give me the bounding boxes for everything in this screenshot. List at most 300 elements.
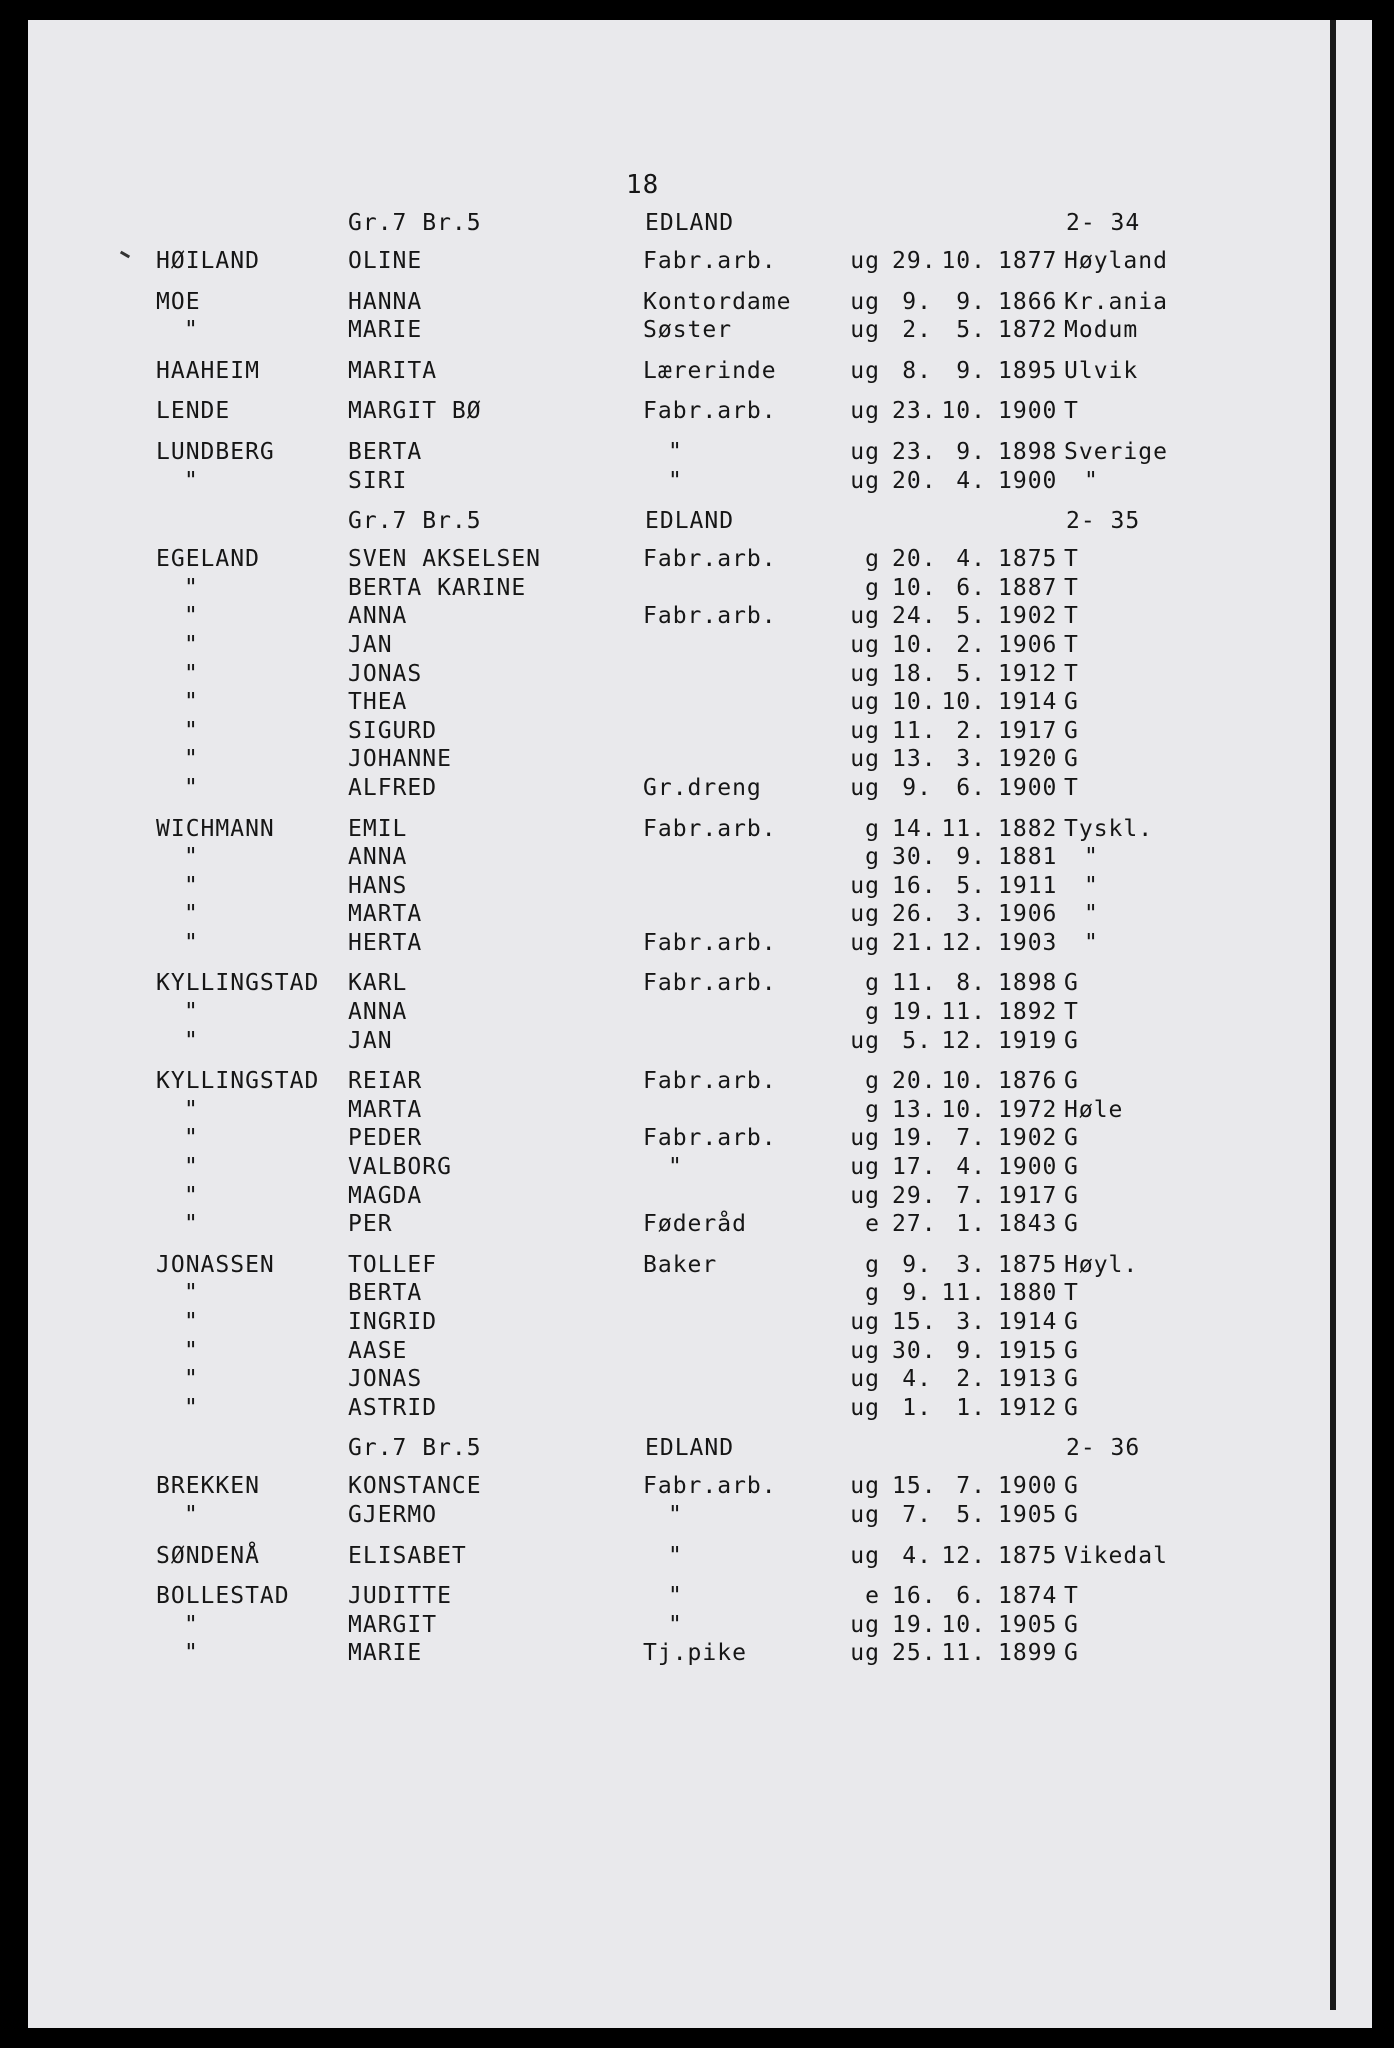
birth-day: 23. bbox=[892, 438, 937, 465]
birth-year: 1906 bbox=[998, 901, 1058, 928]
birth-year: 1972 bbox=[998, 1096, 1058, 1123]
occupation: Tj.pike bbox=[643, 1640, 747, 1667]
birth-year: 1917 bbox=[998, 717, 1058, 744]
occupation: Fabr.arb. bbox=[643, 1068, 777, 1095]
birth-place: T bbox=[1064, 574, 1079, 601]
occupation: Fabr.arb. bbox=[643, 248, 777, 274]
marital-status: g bbox=[865, 815, 880, 842]
birth-year: 1915 bbox=[998, 1337, 1058, 1364]
first-name: BERTA bbox=[348, 1280, 423, 1307]
birth-month: 8. bbox=[956, 970, 986, 997]
surname: KYLLINGSTAD bbox=[156, 970, 320, 997]
birth-day: 26. bbox=[892, 901, 937, 928]
first-name: JUDITTE bbox=[348, 1583, 452, 1610]
birth-year: 1911 bbox=[998, 872, 1058, 899]
first-name: MARTA bbox=[348, 1096, 423, 1123]
surname: " bbox=[184, 1366, 199, 1393]
birth-month: 10. bbox=[941, 1068, 986, 1095]
occupation: Føderåd bbox=[643, 1211, 747, 1238]
birth-day: 24. bbox=[892, 603, 937, 630]
birth-year: 1920 bbox=[998, 746, 1058, 773]
occupation: Søster bbox=[643, 317, 733, 344]
birth-year: 1902 bbox=[998, 1125, 1058, 1152]
birth-month: 3. bbox=[956, 901, 986, 928]
birth-place: " bbox=[1084, 929, 1099, 956]
birth-place: G bbox=[1064, 970, 1079, 997]
marital-status: ug bbox=[850, 631, 880, 658]
occupation: " bbox=[668, 438, 683, 465]
birth-place: G bbox=[1064, 1068, 1079, 1095]
marital-status: ug bbox=[850, 1309, 880, 1335]
birth-place: G bbox=[1064, 1154, 1079, 1181]
occupation: Fabr.arb. bbox=[643, 398, 777, 425]
birth-place: T bbox=[1064, 546, 1079, 573]
marital-status: e bbox=[865, 1583, 880, 1610]
spacer bbox=[28, 958, 1372, 970]
surname: SØNDENÅ bbox=[156, 1542, 260, 1569]
person-row bbox=[28, 1583, 1372, 1612]
birth-day: 20. bbox=[892, 1068, 937, 1095]
birth-place: Høle bbox=[1064, 1096, 1124, 1123]
birth-year: 1880 bbox=[998, 1280, 1058, 1307]
birth-month: 6. bbox=[956, 1583, 986, 1610]
marital-status: ug bbox=[850, 317, 880, 344]
birth-month: 1. bbox=[956, 1211, 986, 1238]
header-place: EDLAND bbox=[645, 508, 735, 535]
birth-month: 6. bbox=[956, 574, 986, 601]
birth-day: 20. bbox=[892, 467, 937, 494]
birth-day: 30. bbox=[892, 844, 937, 871]
birth-day: 10. bbox=[892, 631, 937, 658]
birth-place: G bbox=[1064, 1611, 1079, 1638]
census-page bbox=[28, 20, 1372, 2028]
person-row bbox=[28, 746, 1372, 775]
birth-place: Modum bbox=[1064, 317, 1139, 344]
occupation: " bbox=[668, 1154, 683, 1181]
first-name: OLINE bbox=[348, 248, 423, 274]
marital-status: ug bbox=[850, 1611, 880, 1638]
birth-day: 29. bbox=[892, 248, 937, 274]
occupation: Fabr.arb. bbox=[643, 603, 777, 630]
birth-day: 14. bbox=[892, 815, 937, 842]
birth-year: 1875 bbox=[998, 1542, 1058, 1569]
birth-month: 4. bbox=[956, 1154, 986, 1181]
birth-year: 1919 bbox=[998, 1027, 1058, 1054]
occupation: Fabr.arb. bbox=[643, 970, 777, 997]
surname: " bbox=[184, 844, 199, 871]
birth-year: 1875 bbox=[998, 546, 1058, 573]
marital-status: ug bbox=[850, 357, 880, 384]
person-row bbox=[28, 1068, 1372, 1097]
occupation: " bbox=[668, 1542, 683, 1569]
surname: BOLLESTAD bbox=[156, 1583, 290, 1610]
birth-place: Ulvik bbox=[1064, 357, 1139, 384]
first-name: KONSTANCE bbox=[348, 1473, 482, 1500]
first-name: PER bbox=[348, 1211, 393, 1238]
birth-month: 3. bbox=[956, 1309, 986, 1335]
spacer bbox=[28, 277, 1372, 289]
birth-month: 9. bbox=[956, 844, 986, 871]
birth-month: 3. bbox=[956, 1251, 986, 1278]
birth-place: " bbox=[1084, 872, 1099, 899]
surname: " bbox=[184, 1182, 199, 1209]
birth-place: T bbox=[1064, 1583, 1079, 1610]
birth-month: 10. bbox=[941, 689, 986, 716]
birth-year: 1905 bbox=[998, 1611, 1058, 1638]
first-name: MARTA bbox=[348, 901, 423, 928]
marital-status: g bbox=[865, 1280, 880, 1307]
birth-year: 1895 bbox=[998, 357, 1058, 384]
first-name: BERTA KARINE bbox=[348, 574, 527, 601]
occupation: Kontordame bbox=[643, 288, 792, 315]
spacer bbox=[28, 1464, 1372, 1473]
person-row bbox=[28, 1473, 1372, 1502]
person-row bbox=[28, 1125, 1372, 1154]
marital-status: ug bbox=[850, 1640, 880, 1667]
birth-day: 16. bbox=[892, 1583, 937, 1610]
birth-month: 5. bbox=[956, 872, 986, 899]
birth-year: 1906 bbox=[998, 631, 1058, 658]
marital-status: ug bbox=[850, 746, 880, 773]
birth-day: 16. bbox=[892, 872, 937, 899]
surname: " bbox=[184, 660, 199, 687]
birth-place: Tyskl. bbox=[1064, 815, 1154, 842]
first-name: JONAS bbox=[348, 1366, 423, 1393]
first-name: HANS bbox=[348, 872, 408, 899]
person-row bbox=[28, 1640, 1372, 1669]
birth-place: G bbox=[1064, 1027, 1079, 1054]
surname: EGELAND bbox=[156, 546, 260, 573]
birth-day: 8. bbox=[902, 357, 932, 384]
person-row bbox=[28, 632, 1372, 661]
first-name: MARIE bbox=[348, 1640, 423, 1667]
person-row bbox=[28, 1280, 1372, 1309]
surname: " bbox=[184, 1640, 199, 1667]
first-name: JAN bbox=[348, 1027, 393, 1054]
birth-month: 3. bbox=[956, 746, 986, 773]
marital-status: ug bbox=[850, 1154, 880, 1181]
person-row bbox=[28, 689, 1372, 718]
surname: " bbox=[184, 689, 199, 716]
marital-status: ug bbox=[850, 248, 880, 274]
spacer bbox=[28, 1531, 1372, 1543]
marital-status: g bbox=[865, 546, 880, 573]
birth-month: 2. bbox=[956, 717, 986, 744]
birth-place: Sverige bbox=[1064, 438, 1168, 465]
page-edge bbox=[1330, 20, 1336, 2010]
birth-day: 10. bbox=[892, 689, 937, 716]
marital-status: ug bbox=[850, 1473, 880, 1500]
person-row bbox=[28, 873, 1372, 902]
birth-day: 4. bbox=[902, 1542, 932, 1569]
birth-day: 29. bbox=[892, 1182, 937, 1209]
birth-day: 15. bbox=[892, 1309, 937, 1335]
marital-status: ug bbox=[850, 467, 880, 494]
first-name: SIRI bbox=[348, 467, 408, 494]
marital-status: ug bbox=[850, 1182, 880, 1209]
birth-day: 9. bbox=[902, 774, 932, 801]
birth-year: 1913 bbox=[998, 1366, 1058, 1393]
first-name: BERTA bbox=[348, 438, 423, 465]
first-name: EMIL bbox=[348, 815, 408, 842]
birth-day: 13. bbox=[892, 746, 937, 773]
surname: " bbox=[184, 631, 199, 658]
first-name: PEDER bbox=[348, 1125, 423, 1152]
section-header bbox=[28, 210, 1372, 239]
surname: " bbox=[184, 1096, 199, 1123]
birth-month: 4. bbox=[956, 467, 986, 494]
person-row bbox=[28, 1502, 1372, 1531]
surname: " bbox=[184, 603, 199, 630]
birth-month: 10. bbox=[941, 248, 986, 274]
surname: LENDE bbox=[156, 398, 231, 425]
person-row bbox=[28, 1309, 1372, 1338]
occupation: Gr.dreng bbox=[643, 774, 762, 801]
birth-place: " bbox=[1084, 467, 1099, 494]
birth-day: 30. bbox=[892, 1337, 937, 1364]
birth-year: 1900 bbox=[998, 774, 1058, 801]
marital-status: ug bbox=[850, 717, 880, 744]
header-place: EDLAND bbox=[645, 1435, 735, 1462]
birth-day: 19. bbox=[892, 999, 937, 1026]
surname: " bbox=[184, 317, 199, 344]
birth-day: 5. bbox=[902, 1027, 932, 1054]
occupation: " bbox=[668, 1583, 683, 1610]
person-row bbox=[28, 1028, 1372, 1057]
person-row bbox=[28, 901, 1372, 930]
person-row bbox=[28, 970, 1372, 999]
surname: " bbox=[184, 929, 199, 956]
surname: WICHMANN bbox=[156, 815, 275, 842]
birth-place: G bbox=[1064, 689, 1079, 716]
birth-day: 17. bbox=[892, 1154, 937, 1181]
marital-status: g bbox=[865, 1068, 880, 1095]
birth-day: 11. bbox=[892, 717, 937, 744]
birth-year: 1902 bbox=[998, 603, 1058, 630]
spacer bbox=[28, 1571, 1372, 1583]
birth-day: 27. bbox=[892, 1211, 937, 1238]
first-name: HANNA bbox=[348, 288, 423, 315]
surname: " bbox=[184, 1211, 199, 1238]
first-name: INGRID bbox=[348, 1309, 438, 1335]
surname: MOE bbox=[156, 288, 201, 315]
birth-year: 1882 bbox=[998, 815, 1058, 842]
marital-status: g bbox=[865, 999, 880, 1026]
birth-place: G bbox=[1064, 746, 1079, 773]
person-row bbox=[28, 844, 1372, 873]
first-name: GJERMO bbox=[348, 1501, 438, 1528]
birth-day: 23. bbox=[892, 398, 937, 425]
birth-day: 21. bbox=[892, 929, 937, 956]
birth-year: 1892 bbox=[998, 999, 1058, 1026]
birth-place: " bbox=[1084, 844, 1099, 871]
birth-place: T bbox=[1064, 1280, 1079, 1307]
person-row bbox=[28, 816, 1372, 845]
person-row bbox=[28, 1366, 1372, 1395]
birth-place: G bbox=[1064, 1366, 1079, 1393]
birth-month: 11. bbox=[941, 999, 986, 1026]
spacer bbox=[28, 804, 1372, 816]
occupation: " bbox=[668, 1501, 683, 1528]
person-row bbox=[28, 248, 1372, 277]
first-name: ANNA bbox=[348, 999, 408, 1026]
marital-status: ug bbox=[850, 689, 880, 716]
birth-day: 20. bbox=[892, 546, 937, 573]
surname: " bbox=[184, 1309, 199, 1335]
person-row bbox=[28, 1395, 1372, 1424]
surname: " bbox=[184, 1027, 199, 1054]
birth-year: 1914 bbox=[998, 1309, 1058, 1335]
birth-place: G bbox=[1064, 1640, 1079, 1667]
header-group: Gr.7 Br.5 bbox=[348, 1435, 482, 1462]
birth-day: 19. bbox=[892, 1125, 937, 1152]
first-name: SVEN AKSELSEN bbox=[348, 546, 542, 573]
occupation: Lærerinde bbox=[643, 357, 777, 384]
person-row bbox=[28, 358, 1372, 387]
birth-month: 4. bbox=[956, 546, 986, 573]
spacer bbox=[28, 427, 1372, 439]
occupation: Fabr.arb. bbox=[643, 1125, 777, 1152]
marital-status: ug bbox=[850, 1027, 880, 1054]
birth-year: 1875 bbox=[998, 1251, 1058, 1278]
census-listing bbox=[28, 210, 1372, 1669]
header-group: Gr.7 Br.5 bbox=[348, 508, 482, 535]
birth-place: G bbox=[1064, 1182, 1079, 1209]
birth-year: 1876 bbox=[998, 1068, 1058, 1095]
marital-status: g bbox=[865, 574, 880, 601]
birth-year: 1914 bbox=[998, 689, 1058, 716]
surname: " bbox=[184, 1337, 199, 1364]
first-name: JONAS bbox=[348, 660, 423, 687]
birth-year: 1905 bbox=[998, 1501, 1058, 1528]
surname: " bbox=[184, 999, 199, 1026]
marital-status: ug bbox=[850, 1366, 880, 1393]
marital-status: ug bbox=[850, 1337, 880, 1364]
birth-month: 7. bbox=[956, 1182, 986, 1209]
birth-place: T bbox=[1064, 660, 1079, 687]
birth-month: 11. bbox=[941, 1280, 986, 1307]
birth-year: 1887 bbox=[998, 574, 1058, 601]
birth-year: 1912 bbox=[998, 660, 1058, 687]
birth-year: 1898 bbox=[998, 438, 1058, 465]
birth-month: 6. bbox=[956, 774, 986, 801]
birth-month: 9. bbox=[956, 288, 986, 315]
birth-day: 18. bbox=[892, 660, 937, 687]
birth-place: T bbox=[1064, 398, 1079, 425]
person-row bbox=[28, 1183, 1372, 1212]
surname: " bbox=[184, 1611, 199, 1638]
birth-place: G bbox=[1064, 1125, 1079, 1152]
person-row bbox=[28, 603, 1372, 632]
birth-day: 10. bbox=[892, 574, 937, 601]
occupation: Fabr.arb. bbox=[643, 929, 777, 956]
birth-place: T bbox=[1064, 603, 1079, 630]
surname: HAAHEIM bbox=[156, 357, 260, 384]
spacer bbox=[28, 1423, 1372, 1435]
marital-status: g bbox=[865, 1096, 880, 1123]
marital-status: ug bbox=[850, 1542, 880, 1569]
birth-day: 25. bbox=[892, 1640, 937, 1667]
birth-place: G bbox=[1064, 717, 1079, 744]
page-number: 18 bbox=[626, 170, 660, 200]
birth-year: 1898 bbox=[998, 970, 1058, 997]
person-row bbox=[28, 999, 1372, 1028]
birth-day: 9. bbox=[902, 288, 932, 315]
marital-status: ug bbox=[850, 872, 880, 899]
person-row bbox=[28, 546, 1372, 575]
marital-status: ug bbox=[850, 929, 880, 956]
spacer bbox=[28, 346, 1372, 358]
person-row bbox=[28, 289, 1372, 318]
birth-place: T bbox=[1064, 631, 1079, 658]
birth-place: G bbox=[1064, 1211, 1079, 1238]
first-name: MARGIT bbox=[348, 1611, 438, 1638]
person-row bbox=[28, 317, 1372, 346]
marital-status: g bbox=[865, 1251, 880, 1278]
surname: KYLLINGSTAD bbox=[156, 1068, 320, 1095]
birth-place: G bbox=[1064, 1309, 1079, 1335]
birth-year: 1917 bbox=[998, 1182, 1058, 1209]
section-header bbox=[28, 1435, 1372, 1464]
birth-month: 9. bbox=[956, 1337, 986, 1364]
birth-month: 5. bbox=[956, 660, 986, 687]
occupation: " bbox=[668, 467, 683, 494]
marital-status: ug bbox=[850, 398, 880, 425]
birth-place: T bbox=[1064, 774, 1079, 801]
birth-place: Høyl. bbox=[1064, 1251, 1139, 1278]
birth-month: 9. bbox=[956, 438, 986, 465]
birth-day: 9. bbox=[902, 1251, 932, 1278]
first-name: HERTA bbox=[348, 929, 423, 956]
header-group: Gr.7 Br.5 bbox=[348, 210, 482, 236]
birth-month: 10. bbox=[941, 398, 986, 425]
birth-day: 4. bbox=[902, 1366, 932, 1393]
header-place: EDLAND bbox=[645, 210, 735, 236]
spacer bbox=[28, 496, 1372, 508]
person-row bbox=[28, 575, 1372, 604]
marital-status: ug bbox=[850, 603, 880, 630]
surname: " bbox=[184, 1394, 199, 1421]
surname: " bbox=[184, 872, 199, 899]
birth-day: 7. bbox=[902, 1501, 932, 1528]
surname: " bbox=[184, 746, 199, 773]
person-row bbox=[28, 1338, 1372, 1367]
header-number: 2- 34 bbox=[1066, 210, 1141, 236]
surname: JONASSEN bbox=[156, 1251, 275, 1278]
marital-status: ug bbox=[850, 660, 880, 687]
first-name: ASTRID bbox=[348, 1394, 438, 1421]
birth-day: 1. bbox=[902, 1394, 932, 1421]
birth-place: G bbox=[1064, 1473, 1079, 1500]
birth-month: 7. bbox=[956, 1473, 986, 1500]
first-name: MARIE bbox=[348, 317, 423, 344]
occupation: Baker bbox=[643, 1251, 718, 1278]
surname: " bbox=[184, 717, 199, 744]
spacer bbox=[28, 1056, 1372, 1068]
person-row bbox=[28, 661, 1372, 690]
first-name: JAN bbox=[348, 631, 393, 658]
first-name: MAGDA bbox=[348, 1182, 423, 1209]
first-name: ELISABET bbox=[348, 1542, 467, 1569]
person-row bbox=[28, 439, 1372, 468]
birth-place: " bbox=[1084, 901, 1099, 928]
birth-month: 5. bbox=[956, 1501, 986, 1528]
person-row bbox=[28, 775, 1372, 804]
birth-day: 11. bbox=[892, 970, 937, 997]
surname: LUNDBERG bbox=[156, 438, 275, 465]
birth-place: G bbox=[1064, 1501, 1079, 1528]
spacer bbox=[28, 386, 1372, 398]
